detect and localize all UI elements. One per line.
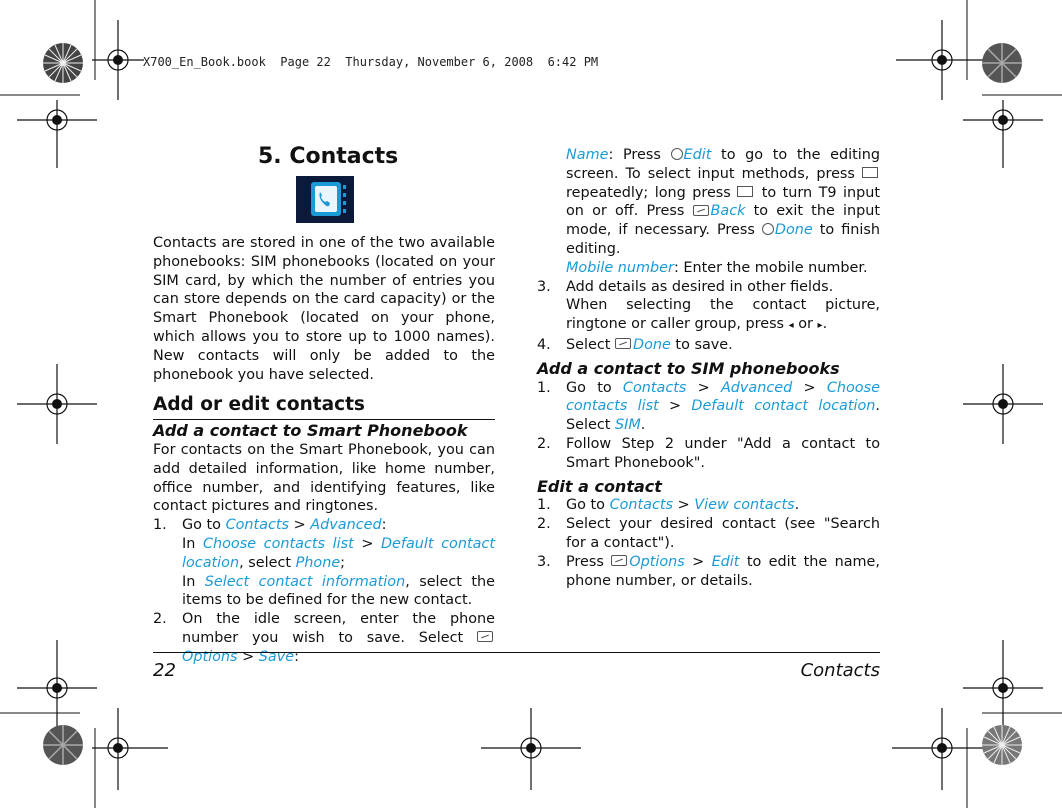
list-item: 2. On the idle screen, enter the phone number you wish to save. Select Options > Save: [153,611,495,665]
list-item: Mobile number: Enter the mobile number. [566,259,868,276]
arrow-right-icon: ▸ [817,320,823,332]
chapter-title: 5. Contacts [258,144,399,169]
list-item: 1. Go to Contacts > Advanced: [153,517,387,534]
list-item: 4. Select Done to save. [537,336,733,353]
arrow-left-icon: ◂ [788,320,794,332]
ok-key-icon [671,148,683,160]
softkey-icon [477,631,493,642]
list-item: 1. Go to Contacts > View contacts. [537,497,800,514]
left-column [153,234,495,667]
footer-chapter-title: Contacts [800,660,880,681]
keypad-key-icon [862,167,878,178]
subheading-sim: Add a contact to SIM phonebooks [537,358,840,378]
list-item: 3. Press Options > Edit to edit the name, phone number, or details. [537,553,880,589]
keypad-key-icon [737,186,753,197]
softkey-icon [611,555,627,566]
softkey-icon [615,338,631,349]
list-item: 2. Follow Step 2 under "Add a contact to Smart Phonebook". [537,435,880,471]
section-rule [153,419,495,420]
list-item: 3. Add details as desired in other fields. [537,278,834,295]
list-item: In Choose contacts list > Default contact location, select Phone; [182,535,495,571]
list-item: 2. Select your desired contact (see "Search for a contact"). [537,516,880,551]
smart-intro-paragraph: For contacts on the Smart Phonebook, you can add detailed information, like home number, office number, and identifying features, like contact pictures and ringtones. [153,441,495,515]
footer-rule [153,652,880,653]
right-column [537,146,880,590]
list-item: 1. Go to Contacts > Advanced > Choose contacts list > Default contact location. Select SIM. [537,379,880,434]
subheading-edit: Edit a contact [537,476,662,496]
page-number: 22 [153,660,176,681]
section-heading: Add or edit contacts [153,394,365,416]
list-item: When selecting the contact picture, ringtone or caller group, press ◂ or ▸. [566,297,880,333]
list-item: Name: Press Edit to go to the editing screen. To select input methods, press repeatedly; long press to turn T9 input on or off. Press Back to exit the input mode, if necessary. Press Done to finish editing. [566,147,880,257]
intro-paragraph: Contacts are stored in one of the two available phonebooks: SIM phonebooks (located on your SIM card, by which the number of entries you can store depends on the card capacity) or the Smart Phonebook (located on your phone, which allows you to store up to 1000 names). New contacts will only be added to the phonebook you have selected. [153,235,495,383]
subheading-smart-phonebook: Add a contact to Smart Phonebook [153,421,468,441]
phonebook-icon [296,176,354,223]
softkey-icon [693,205,709,216]
print-header-stamp: X700_En_Book.book Page 22 Thursday, November 6, 2008 6:42 PM [143,55,599,69]
list-item: In Select contact information, select the items to be defined for the new contact. [182,573,495,609]
ok-key-icon [762,223,774,235]
